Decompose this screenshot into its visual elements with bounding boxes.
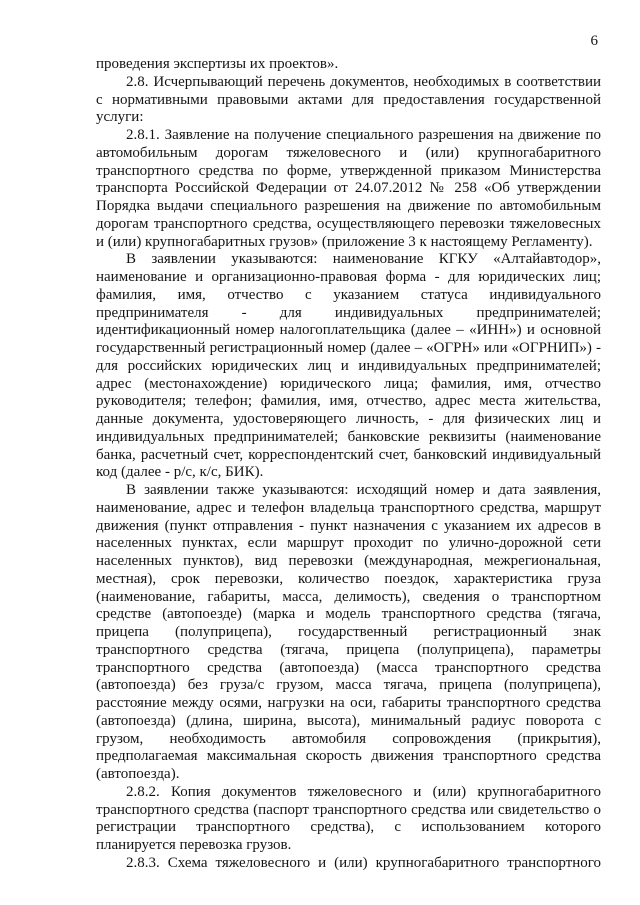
paragraph-2-8-1: 2.8.1. Заявление на получение специального разрешения на движение по автомобильным дорогам тяжеловесного и (или) крупногабаритного транспортного средства по форме, утвержденной приказом Министерства транспорта Российской Федерации от 24.07.2012 № 258 «Об утверждении Порядка выдачи специального разрешения на движение по автомобильным дорогам транспортного средства, осуществляющего перевозки тяжеловесных и (или) крупногабаритных грузов» (приложение 3 к настоящему Регламенту). <box>96 127 601 250</box>
paragraph-continuation: проведения экспертизы их проектов». <box>96 56 339 72</box>
document-body <box>96 56 601 873</box>
paragraph-application-details: В заявлении указываются: наименование КГКУ «Алтайавтодор», наименование и организационно-правовая форма - для юридических лиц; фамилия, имя, отчество с указанием статуса индивидуального предпринимателя - для индивидуальных предпринимателей; идентификационный номер налогоплательщика (далее – «ИНН») и основной государственный регистрационный номер (далее – «ОГРН» или «ОГРНИП») - для российских юридических лиц и индивидуальных предпринимателей; адрес (местонахождение) юридического лица; фамилия, имя, отчество руководителя; телефон; фамилия, имя, отчество, адрес места жительства, данные документа, удостоверяющего личность, - для физических лиц и индивидуальных предпринимателей; банковские реквизиты (наименование банка, расчетный счет, корреспондентский счет, банковский индивидуальный код (далее - р/с, к/с, БИК). <box>96 251 601 481</box>
paragraph-2-8-2: 2.8.2. Копия документов тяжеловесного и (или) крупногабаритного транспортного средства (паспорт транспортного средства или свидетельство о регистрации транспортного средства), с использованием которого планируется перевозка грузов. <box>96 783 601 853</box>
paragraph-2-8-3: 2.8.3. Схема тяжеловесного и (или) крупногабаритного транспортного <box>126 854 601 871</box>
page-number: 6 <box>590 33 598 49</box>
paragraph-application-additional-details: В заявлении также указываются: исходящий номер и дата заявления, наименование, адрес и телефон владельца транспортного средства, маршрут движения (пункт отправления - пункт назначения с указанием их адресов в населенных пунктах, если маршрут проходит по улично-дорожной сети населенных пунктов), вид перевозки (международная, межрегиональная, местная), срок перевозки, количество поездок, характеристика груза (наименование, габариты, масса, делимость), сведения о транспортном средстве (автопоезде) (марка и модель транспортного средства (тягача, прицепа (полуприцепа), государственный регистрационный знак транспортного средства (тягача, прицепа (полуприцепа), параметры транспортного средства (автопоезда) (масса транспортного средства (автопоезда) без груза/с грузом, масса тягача, прицепа (полуприцепа), расстояние между осями, нагрузки на оси, габариты транспортного средства (автопоезда) (длина, ширина, высота), минимальный радиус поворота с грузом, необходимость автомобиля сопровождения (прикрытия), предполагаемая максимальная скорость движения транспортного средства (автопоезда). <box>96 482 601 782</box>
paragraph-2-8: 2.8. Исчерпывающий перечень документов, необходимых в соответствии с нормативными правовыми актами для предоставления государственной услуги: <box>96 73 601 126</box>
